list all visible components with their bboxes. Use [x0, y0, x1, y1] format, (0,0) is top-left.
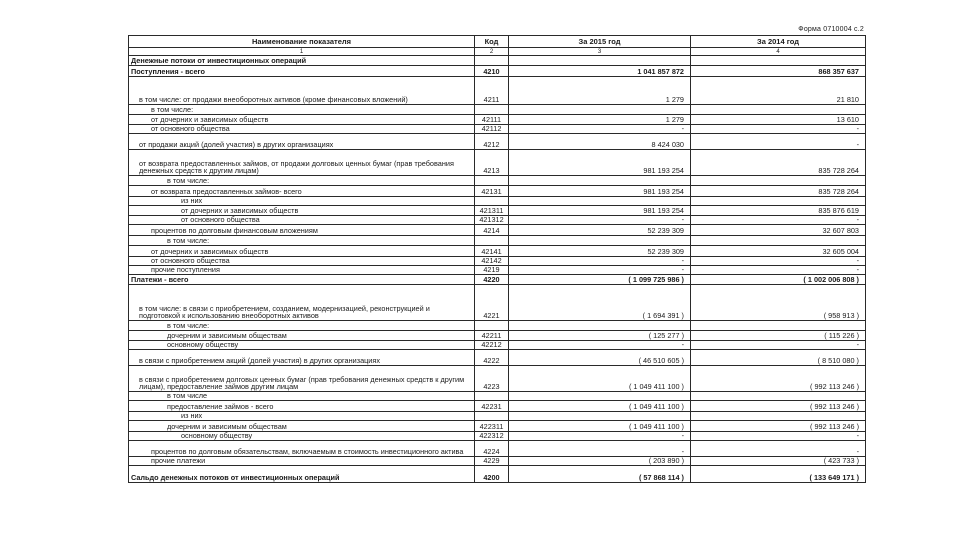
table-row [129, 392, 866, 401]
row-value-2015: ( 203 890 ) [509, 457, 691, 466]
table-row [129, 56, 866, 66]
table-row [129, 412, 866, 421]
row-code: 42212 [475, 341, 509, 350]
row-code [475, 197, 509, 206]
header-name: Наименование показателя [129, 36, 475, 48]
row-value-2014 [691, 197, 866, 206]
row-value-2014: - [691, 432, 866, 441]
table-row [129, 466, 866, 483]
column-number-row [129, 48, 866, 56]
row-name: предоставление займов - всего [129, 401, 475, 412]
row-name: от возврата предоставленных займов- всего [129, 186, 475, 197]
row-value-2014: 835 876 619 [691, 206, 866, 216]
table-row [129, 77, 866, 105]
row-name: Денежные потоки от инвестиционных операций [129, 56, 475, 66]
row-name: процентов по долговым финансовым вложениям [129, 225, 475, 236]
row-value-2014 [691, 56, 866, 66]
row-name: в том числе: [129, 105, 475, 115]
row-value-2014: ( 1 002 006 808 ) [691, 275, 866, 285]
table-row [129, 125, 866, 134]
table-row [129, 321, 866, 331]
row-value-2014: ( 992 113 246 ) [691, 366, 866, 392]
row-name: прочие платежи [129, 457, 475, 466]
table-row [129, 350, 866, 366]
row-value-2015: - [509, 125, 691, 134]
row-value-2015: ( 1 049 411 100 ) [509, 401, 691, 412]
col-number: 1 [129, 48, 475, 56]
row-code [475, 105, 509, 115]
table-row [129, 275, 866, 285]
row-value-2015: 8 424 030 [509, 134, 691, 150]
row-code: 4220 [475, 275, 509, 285]
row-code: 42211 [475, 331, 509, 341]
table-row [129, 236, 866, 246]
row-name: из них [129, 197, 475, 206]
row-name: основному обществу [129, 341, 475, 350]
row-code [475, 321, 509, 331]
row-code [475, 392, 509, 401]
row-name: от дочерних и зависимых обществ [129, 206, 475, 216]
table-row [129, 246, 866, 257]
row-value-2015 [509, 197, 691, 206]
row-value-2014: - [691, 134, 866, 150]
table-row [129, 457, 866, 466]
table-row [129, 441, 866, 457]
row-value-2015: 981 193 254 [509, 186, 691, 197]
header-row [129, 36, 866, 48]
row-value-2014: - [691, 216, 866, 225]
row-value-2015 [509, 392, 691, 401]
row-value-2015: - [509, 216, 691, 225]
row-name: от основного общества [129, 125, 475, 134]
row-name: от продажи акций (долей участия) в других организациях [129, 134, 475, 150]
row-value-2015: - [509, 257, 691, 266]
row-code [475, 412, 509, 421]
table-row [129, 150, 866, 176]
row-name: Платежи - всего [129, 275, 475, 285]
cash-flow-sheet [128, 35, 865, 513]
row-value-2015 [509, 236, 691, 246]
row-code: 4210 [475, 66, 509, 77]
col-number: 3 [509, 48, 691, 56]
row-value-2015 [509, 176, 691, 186]
row-value-2015 [509, 56, 691, 66]
row-value-2015: 1 279 [509, 115, 691, 125]
header-2015: За 2015 год [509, 36, 691, 48]
row-code: 421312 [475, 216, 509, 225]
row-name: в связи с приобретением акций (долей участия) в других организациях [129, 350, 475, 366]
row-name: от основного общества [129, 257, 475, 266]
row-code: 4214 [475, 225, 509, 236]
row-value-2015 [509, 105, 691, 115]
row-value-2014: ( 423 733 ) [691, 457, 866, 466]
table-row [129, 366, 866, 392]
row-code: 4223 [475, 366, 509, 392]
row-value-2014: - [691, 125, 866, 134]
row-value-2014: ( 8 510 080 ) [691, 350, 866, 366]
table-row [129, 341, 866, 350]
row-value-2014 [691, 392, 866, 401]
row-value-2015: - [509, 341, 691, 350]
row-value-2014 [691, 412, 866, 421]
row-name: от дочерних и зависимых обществ [129, 115, 475, 125]
row-value-2015: 1 041 857 872 [509, 66, 691, 77]
row-name: прочие поступления [129, 266, 475, 275]
row-value-2014: ( 133 649 171 ) [691, 466, 866, 483]
row-value-2014: 21 810 [691, 77, 866, 105]
table-row [129, 266, 866, 275]
row-name: в том числе [129, 392, 475, 401]
row-value-2015: - [509, 432, 691, 441]
row-code: 42141 [475, 246, 509, 257]
row-value-2015: 52 239 309 [509, 225, 691, 236]
row-code: 4222 [475, 350, 509, 366]
table-row [129, 432, 866, 441]
row-name: в связи с приобретением долговых ценных бумаг (прав требования денежных средств к другим лицам), предоставление займов другим лицам [129, 366, 475, 392]
cash-flow-table [128, 35, 866, 483]
row-value-2014: ( 115 226 ) [691, 331, 866, 341]
row-value-2014: 32 605 004 [691, 246, 866, 257]
row-value-2014: 13 610 [691, 115, 866, 125]
row-code: 422312 [475, 432, 509, 441]
row-code: 4219 [475, 266, 509, 275]
row-value-2014: - [691, 266, 866, 275]
table-row [129, 176, 866, 186]
row-value-2014: - [691, 341, 866, 350]
row-code: 422311 [475, 421, 509, 432]
row-code [475, 176, 509, 186]
table-row [129, 197, 866, 206]
row-value-2014: 32 607 803 [691, 225, 866, 236]
table-row [129, 105, 866, 115]
table-row [129, 186, 866, 197]
row-name: в том числе: [129, 176, 475, 186]
row-name: из них [129, 412, 475, 421]
row-code: 4221 [475, 285, 509, 321]
row-value-2015: 981 193 254 [509, 206, 691, 216]
row-code: 4200 [475, 466, 509, 483]
row-value-2015: ( 57 868 114 ) [509, 466, 691, 483]
row-value-2014: 835 728 264 [691, 186, 866, 197]
row-value-2014 [691, 105, 866, 115]
row-name: от основного общества [129, 216, 475, 225]
row-value-2014: ( 992 113 246 ) [691, 421, 866, 432]
table-row [129, 206, 866, 216]
row-value-2014: - [691, 257, 866, 266]
row-code: 4212 [475, 134, 509, 150]
row-value-2015 [509, 321, 691, 331]
row-code: 4229 [475, 457, 509, 466]
row-code: 42112 [475, 125, 509, 134]
row-code: 4211 [475, 77, 509, 105]
row-code [475, 236, 509, 246]
row-value-2014: - [691, 441, 866, 457]
col-number: 4 [691, 48, 866, 56]
col-number: 2 [475, 48, 509, 56]
row-name: в том числе: [129, 321, 475, 331]
row-value-2014 [691, 176, 866, 186]
table-row [129, 401, 866, 412]
row-code: 42131 [475, 186, 509, 197]
row-value-2015 [509, 412, 691, 421]
row-name: в том числе: [129, 236, 475, 246]
row-value-2014: 868 357 637 [691, 66, 866, 77]
row-value-2015: ( 125 277 ) [509, 331, 691, 341]
header-2014: За 2014 год [691, 36, 866, 48]
row-value-2014: ( 992 113 246 ) [691, 401, 866, 412]
row-name: дочерним и зависимым обществам [129, 331, 475, 341]
row-name: Поступления - всего [129, 66, 475, 77]
table-row [129, 285, 866, 321]
header-code: Код [475, 36, 509, 48]
table-row [129, 134, 866, 150]
row-value-2015: ( 1 049 411 100 ) [509, 421, 691, 432]
row-code: 42231 [475, 401, 509, 412]
table-body [129, 56, 866, 483]
row-name: процентов по долговым обязательствам, включаемым в стоимость инвестиционного актива [129, 441, 475, 457]
row-name: Сальдо денежных потоков от инвестиционных операций [129, 466, 475, 483]
row-value-2015: ( 1 694 391 ) [509, 285, 691, 321]
row-name: от дочерних и зависимых обществ [129, 246, 475, 257]
row-value-2015: ( 1 049 411 100 ) [509, 366, 691, 392]
row-value-2014 [691, 321, 866, 331]
table-row [129, 421, 866, 432]
table-row [129, 331, 866, 341]
table-row [129, 225, 866, 236]
row-code: 4224 [475, 441, 509, 457]
row-code: 4213 [475, 150, 509, 176]
row-name: дочерним и зависимым обществам [129, 421, 475, 432]
row-value-2014: 835 728 264 [691, 150, 866, 176]
form-code: Форма 0710004 с.2 [798, 26, 864, 33]
row-code [475, 56, 509, 66]
row-value-2014 [691, 236, 866, 246]
table-row [129, 66, 866, 77]
row-value-2015: - [509, 266, 691, 275]
row-name: в том числе: в связи с приобретением, созданием, модернизацией, реконструкцией и подготовкой к использованию внеоборотных активов [129, 285, 475, 321]
row-value-2015: ( 46 510 605 ) [509, 350, 691, 366]
table-row [129, 115, 866, 125]
row-code: 42111 [475, 115, 509, 125]
row-name: основному обществу [129, 432, 475, 441]
row-value-2015: 981 193 254 [509, 150, 691, 176]
row-name: от возврата предоставленных займов, от продажи долговых ценных бумаг (прав требования денежных средств к другим лицам) [129, 150, 475, 176]
table-row [129, 216, 866, 225]
row-value-2015: 1 279 [509, 77, 691, 105]
row-value-2015: ( 1 099 725 986 ) [509, 275, 691, 285]
row-code: 421311 [475, 206, 509, 216]
row-value-2015: 52 239 309 [509, 246, 691, 257]
table-row [129, 257, 866, 266]
row-value-2015: - [509, 441, 691, 457]
row-name: в том числе: от продажи внеоборотных активов (кроме финансовых вложений) [129, 77, 475, 105]
row-value-2014: ( 958 913 ) [691, 285, 866, 321]
row-code: 42142 [475, 257, 509, 266]
